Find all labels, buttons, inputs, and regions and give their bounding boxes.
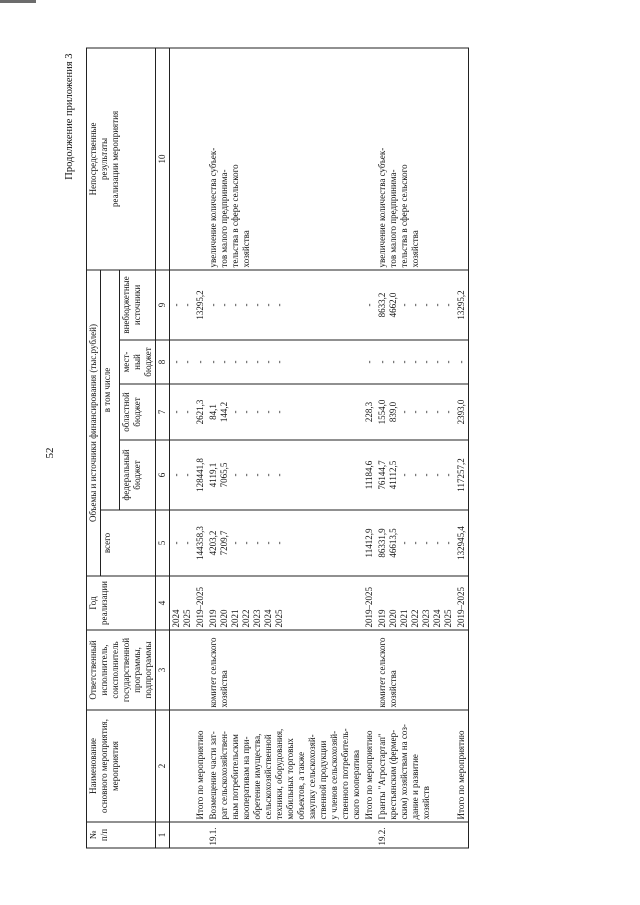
amount-total-line: 11412,9: [364, 528, 374, 557]
year-line: 2024: [263, 609, 273, 627]
amount-local-line: -: [421, 360, 431, 363]
amount-extrabudget-line: -: [171, 302, 181, 306]
executor-cell: [455, 630, 469, 710]
measure-name-line: дание и развитие: [410, 753, 420, 819]
amount-federal-line: 4119,1: [208, 462, 218, 487]
measure-name-line: Возмещение части зат-: [208, 730, 218, 819]
amount-regional-line: 2393,0: [456, 399, 466, 424]
header-local: мест- ный бюджет: [120, 340, 156, 384]
amount-federal-line: -: [443, 473, 453, 476]
amount-regional-cell: [455, 384, 469, 440]
executor-line: хозяйства: [388, 669, 398, 707]
amount-regional-line: -: [171, 410, 181, 413]
amount-regional-line: -: [443, 410, 453, 413]
executor-line: комитет сельского: [377, 637, 387, 707]
header-including: в том числе: [101, 269, 120, 509]
amount-federal-line: -: [399, 473, 409, 476]
amount-regional-line: 228,3: [364, 401, 374, 422]
amount-extrabudget-line: -: [241, 302, 251, 306]
amount-extrabudget-line: -: [364, 302, 374, 306]
measure-name-cell: [194, 710, 207, 822]
amount-extrabudget-cell: [194, 269, 207, 339]
amount-regional-line: -: [399, 410, 409, 413]
amount-extrabudget-line: -: [252, 302, 262, 306]
header-executor: Ответственный исполнитель, соисполнитель государственной программы, подпрограммы: [87, 630, 156, 710]
measure-name-cell: [376, 710, 455, 822]
scan-edge-mark: [0, 0, 36, 3]
column-number: 9: [156, 269, 170, 339]
funding-table: [86, 47, 469, 848]
amount-extrabudget-line: -: [182, 302, 192, 306]
amount-federal-cell: [207, 440, 363, 510]
amount-total-line: -: [410, 541, 420, 544]
amount-total-cell: [170, 510, 195, 576]
amount-federal-line: -: [241, 473, 251, 476]
amount-local-line: -: [263, 360, 273, 363]
expected-result-line: тов малого предпринима-: [388, 169, 398, 267]
amount-total-line: 86331,9: [377, 527, 387, 558]
measure-name-line: рат сельскохозяйствен-: [219, 730, 229, 819]
year-line: 2020: [219, 609, 229, 627]
measure-name-line: техники, оборудования,: [274, 728, 284, 819]
expected-result-line: тельства в сфере сельского: [399, 163, 409, 267]
year-line: 2019–2025: [364, 586, 374, 627]
amount-total-line: 144358,3: [195, 525, 205, 560]
executor-line: комитет сельского: [208, 637, 218, 707]
header-federal: федеральный бюджет: [120, 440, 156, 510]
amount-extrabudget-line: 13295,2: [456, 289, 466, 320]
amount-federal-line: -: [421, 473, 431, 476]
header-funding-group: Объемы и источники финансирования (тыс.рублей): [87, 269, 101, 575]
amount-regional-line: -: [274, 410, 284, 413]
amount-federal-cell: [363, 440, 376, 510]
year-line: 2022: [241, 609, 251, 627]
amount-federal-line: -: [263, 473, 273, 476]
amount-extrabudget-line: 8633,2: [377, 292, 387, 317]
table-row: [207, 47, 363, 847]
expected-result-line: тельства в сфере сельского: [230, 163, 240, 267]
executor-line: хозяйства: [219, 669, 229, 707]
amount-total-line: -: [421, 541, 431, 544]
row-number-cell: [194, 822, 207, 848]
amount-local-line: -: [388, 360, 398, 363]
expected-result-cell: [170, 47, 195, 269]
column-number: 2: [156, 710, 170, 822]
column-number: 5: [156, 510, 170, 576]
amount-local-cell: [194, 340, 207, 384]
amount-federal-line: 7065,5: [219, 462, 229, 487]
amount-regional-cell: [194, 384, 207, 440]
amount-local-line: -: [252, 360, 262, 363]
year-line: 2025: [274, 609, 284, 627]
expected-result-line: увеличение количества субъек-: [377, 147, 387, 267]
column-number-row: [156, 47, 170, 847]
executor-cell: [194, 630, 207, 710]
measure-name-line: объектов, а также: [296, 751, 306, 819]
amount-regional-line: 144,2: [219, 401, 229, 422]
amount-extrabudget-cell: [170, 269, 195, 339]
amount-federal-line: 117257,2: [456, 457, 466, 492]
year-line: 2023: [252, 609, 262, 627]
measure-name-line: ским) хозяйствам на соз-: [399, 723, 409, 819]
year-cell: [455, 576, 469, 630]
amount-local-cell: [207, 340, 363, 384]
row-number-cell: [170, 822, 195, 848]
year-line: 2019–2025: [456, 586, 466, 627]
amount-federal-line: -: [274, 473, 284, 476]
column-number: 1: [156, 822, 170, 848]
amount-total-cell: [455, 510, 469, 576]
amount-regional-line: 2621,3: [195, 399, 205, 424]
amount-federal-cell: [170, 440, 195, 510]
amount-local-line: -: [171, 360, 181, 363]
expected-result-cell: [363, 47, 376, 269]
measure-name-line: закупку сельскохозяй-: [307, 733, 317, 819]
amount-extrabudget-line: 4662,0: [388, 292, 398, 317]
amount-regional-line: -: [410, 410, 420, 413]
measure-name-line: кооперативам на при-: [241, 736, 251, 819]
measure-name-line: хозяйств: [421, 785, 431, 819]
expected-result-line: тов малого предпринима-: [219, 169, 229, 267]
year-cell: [194, 576, 207, 630]
year-cell: [376, 576, 455, 630]
measure-name-line: ского кооператива: [351, 749, 361, 819]
amount-total-line: 132945,4: [456, 525, 466, 560]
total-row: [455, 47, 469, 847]
header-results: Непосредственные результаты реализации мероприятия: [87, 47, 156, 269]
amount-local-line: -: [443, 360, 453, 363]
amount-extrabudget-line: -: [410, 302, 420, 306]
amount-extrabudget-line: -: [399, 302, 409, 306]
amount-extrabudget-line: -: [421, 302, 431, 306]
total-row: [194, 47, 207, 847]
amount-local-line: -: [432, 360, 442, 363]
year-line: 2021: [399, 609, 409, 627]
amount-regional-line: -: [263, 410, 273, 413]
amount-total-line: -: [252, 541, 262, 544]
amount-regional-line: -: [230, 410, 240, 413]
amount-extrabudget-line: -: [208, 302, 218, 306]
amount-total-line: 4203,2: [208, 530, 218, 555]
table-body: [156, 47, 469, 847]
measure-name-line: мобильных торговых: [285, 737, 295, 819]
row-number-cell: 19.1.: [207, 822, 363, 848]
measure-name-line: крестьянским (фермер-: [388, 729, 398, 819]
year-line: 2019–2025: [195, 586, 205, 627]
amount-total-line: -: [182, 541, 192, 544]
amount-federal-cell: [455, 440, 469, 510]
amount-regional-line: -: [252, 410, 262, 413]
year-cell: [363, 576, 376, 630]
amount-regional-line: -: [432, 410, 442, 413]
table-row: [376, 47, 455, 847]
column-number: 10: [156, 47, 170, 269]
amount-regional-line: -: [241, 410, 251, 413]
executor-cell: [207, 630, 363, 710]
measure-name-cell: [363, 710, 376, 822]
measure-name-line: ным потребительским: [230, 733, 240, 819]
amount-total-cell: [207, 510, 363, 576]
measure-name-line: Итого по мероприятию: [364, 729, 374, 819]
amount-total-line: -: [263, 541, 273, 544]
amount-local-cell: [170, 340, 195, 384]
year-cell: [207, 576, 363, 630]
amount-federal-line: -: [171, 473, 181, 476]
measure-name-line: сельскохозяйственной: [263, 733, 273, 819]
row-number-cell: [363, 822, 376, 848]
column-number: 4: [156, 576, 170, 630]
amount-federal-line: -: [410, 473, 420, 476]
year-line: 2019: [208, 609, 218, 627]
column-number: 3: [156, 630, 170, 710]
amount-local-line: -: [182, 360, 192, 363]
amount-regional-cell: [170, 384, 195, 440]
amount-total-line: 7209,7: [219, 530, 229, 555]
amount-federal-line: 128441,8: [195, 457, 205, 492]
expected-result-cell: [207, 47, 363, 269]
amount-local-line: -: [410, 360, 420, 363]
amount-total-line: -: [432, 541, 442, 544]
amount-extrabudget-line: -: [432, 302, 442, 306]
executor-cell: [363, 630, 376, 710]
amount-local-line: -: [208, 360, 218, 363]
amount-total-cell: [194, 510, 207, 576]
executor-cell: [170, 630, 195, 710]
amount-regional-cell: [363, 384, 376, 440]
year-line: 2024: [171, 609, 181, 627]
measure-name-cell: [207, 710, 363, 822]
amount-regional-cell: [376, 384, 455, 440]
amount-total-line: -: [443, 541, 453, 544]
amount-extrabudget-line: -: [263, 302, 273, 306]
amount-extrabudget-cell: [363, 269, 376, 339]
amount-regional-cell: [207, 384, 363, 440]
amount-extrabudget-line: 13295,2: [195, 289, 205, 320]
amount-extrabudget-cell: [207, 269, 363, 339]
year-line: 2025: [182, 609, 192, 627]
amount-local-line: -: [399, 360, 409, 363]
amount-federal-line: 76144,7: [377, 459, 387, 490]
header-regional: областной бюджет: [120, 384, 156, 440]
amount-total-line: -: [230, 541, 240, 544]
year-line: 2020: [388, 609, 398, 627]
amount-local-line: -: [377, 360, 387, 363]
amount-federal-line: -: [182, 473, 192, 476]
header-name: Наименование основного мероприятия, мероприятия: [87, 710, 156, 822]
expected-result-cell: [376, 47, 455, 269]
column-number: 7: [156, 384, 170, 440]
amount-local-line: -: [364, 360, 374, 363]
amount-federal-cell: [376, 440, 455, 510]
amount-federal-line: 11184,6: [364, 460, 374, 489]
measure-name-line: обретение имущества,: [252, 733, 262, 819]
column-number: 6: [156, 440, 170, 510]
amount-federal-line: -: [230, 473, 240, 476]
amount-local-cell: [455, 340, 469, 384]
header-extrabudget: внебюджетные источники: [120, 269, 156, 339]
row-number-cell: 19.2.: [376, 822, 455, 848]
amount-local-cell: [376, 340, 455, 384]
amount-total-line: -: [171, 541, 181, 544]
amount-regional-line: 84,1: [208, 403, 218, 420]
measure-name-line: ственной продукции: [318, 740, 328, 819]
amount-extrabudget-cell: [455, 269, 469, 339]
expected-result-line: хозяйства: [241, 229, 251, 267]
continuation-note: Продолжение приложения 3: [64, 53, 75, 180]
amount-regional-line: -: [182, 410, 192, 413]
measure-name-cell: [455, 710, 469, 822]
measure-name-cell: [170, 710, 195, 822]
amount-total-line: 46613,5: [388, 527, 398, 558]
amount-regional-line: 839,0: [388, 401, 398, 422]
expected-result-line: хозяйства: [410, 229, 420, 267]
amount-extrabudget-line: -: [219, 302, 229, 306]
rotated-sheet: [40, 45, 600, 860]
header-total: всего: [101, 510, 156, 576]
expected-result-cell: [455, 47, 469, 269]
expected-result-line: увеличение количества субъек-: [208, 147, 218, 267]
amount-regional-line: 1554,0: [377, 399, 387, 424]
amount-federal-line: -: [252, 473, 262, 476]
year-cell: [170, 576, 195, 630]
amount-total-line: -: [241, 541, 251, 544]
year-line: 2024: [432, 609, 442, 627]
header-num: № п/п: [87, 822, 156, 848]
expected-result-cell: [194, 47, 207, 269]
amount-local-line: -: [274, 360, 284, 363]
amount-local-line: -: [195, 360, 205, 363]
year-line: 2021: [230, 609, 240, 627]
amount-extrabudget-cell: [376, 269, 455, 339]
measure-name-line: Гранты "Агростартап": [377, 732, 387, 819]
amount-extrabudget-line: -: [230, 302, 240, 306]
amount-local-line: -: [219, 360, 229, 363]
measure-name-line: у членов сельскохозяй-: [329, 730, 339, 819]
year-line: 2019: [377, 609, 387, 627]
amount-total-line: -: [399, 541, 409, 544]
measure-name-line: ственного потребитель-: [340, 727, 350, 819]
amount-extrabudget-line: -: [274, 302, 284, 306]
measure-name-line: Итого по мероприятию: [456, 729, 466, 819]
page-number: 52: [44, 447, 56, 458]
amount-total-cell: [363, 510, 376, 576]
header-year: Год реализации: [87, 576, 156, 630]
row-number-cell: [455, 822, 469, 848]
year-line: 2023: [421, 609, 431, 627]
year-line: 2025: [443, 609, 453, 627]
amount-regional-line: -: [421, 410, 431, 413]
amount-extrabudget-line: -: [443, 302, 453, 306]
amount-total-line: -: [274, 541, 284, 544]
table-row: [170, 47, 195, 847]
amount-total-cell: [376, 510, 455, 576]
amount-federal-cell: [194, 440, 207, 510]
amount-local-line: -: [241, 360, 251, 363]
total-row: [363, 47, 376, 847]
executor-cell: [376, 630, 455, 710]
amount-local-cell: [363, 340, 376, 384]
amount-local-line: -: [456, 360, 466, 363]
amount-local-line: -: [230, 360, 240, 363]
column-number: 8: [156, 340, 170, 384]
amount-federal-line: 41112,5: [388, 460, 398, 489]
measure-name-line: Итого по мероприятию: [195, 729, 205, 819]
year-line: 2022: [410, 609, 420, 627]
amount-federal-line: -: [432, 473, 442, 476]
